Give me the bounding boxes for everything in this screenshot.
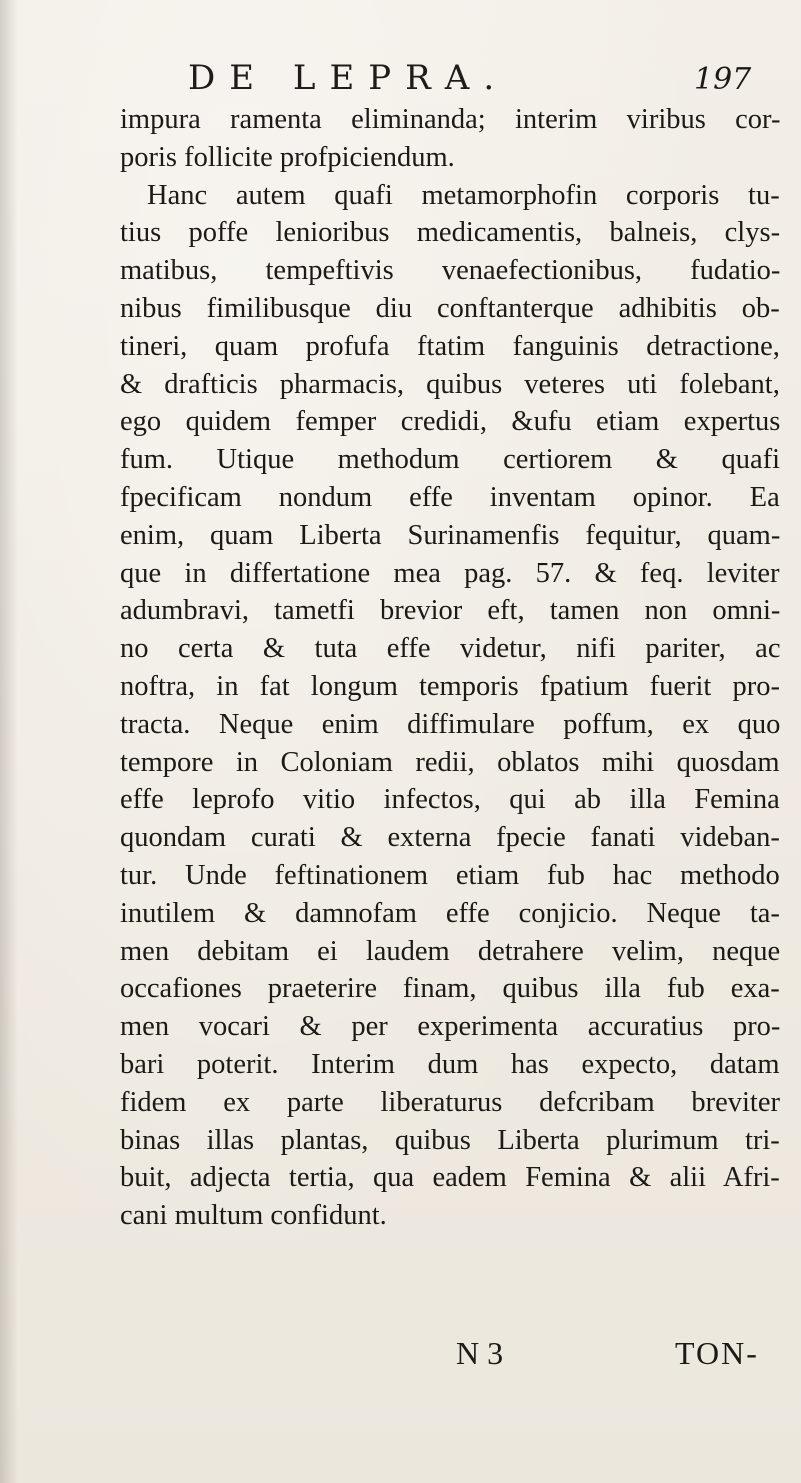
text-line: tur. Unde feftinationem etiam fub hac methodo (120, 860, 780, 891)
text-line: no certa & tuta effe videtur, nifi pariter, ac (120, 633, 781, 665)
text-line: effe leprofo vitio infectos, qui ab illa Femina (120, 784, 780, 816)
signature-mark: N 3 (456, 1335, 504, 1371)
text-line: inutilem & damnofam effe conjicio. Neque ta- (120, 897, 780, 929)
text-line: occafiones praeterire finam, quibus illa fub exa- (120, 973, 780, 1005)
text-line: matibus, tempeftivis venaefectionibus, fudatio- (120, 255, 781, 287)
text-line: ego quidem femper credidi, &ufu etiam expertus (120, 406, 781, 438)
text-line: cani multum confidunt. (120, 1200, 387, 1232)
text-line: men vocari & per experimenta accuratius pro- (120, 1011, 781, 1043)
text-line: bari poterit. Interim dum has expecto, datam (120, 1049, 780, 1080)
text-line: enim, quam Liberta Surinamenfis fequitur, quam- (120, 519, 781, 551)
binding-shadow (0, 0, 18, 1483)
text-line: Hanc autem quafi metamorphofin corporis tu- (147, 179, 780, 211)
catchword: TON- (675, 1335, 759, 1371)
text-line: fpecificam nondum effe inventam opinor. Ea (120, 482, 780, 513)
text-line: fidem ex parte liberaturus defcribam breviter (120, 1086, 780, 1118)
text-line: buit, adjecta tertia, qua eadem Femina & alii Afri- (120, 1162, 780, 1194)
running-head-title: DE LEPRA. (188, 58, 509, 98)
text-line: fum. Utique methodum certiorem & quafi (120, 444, 781, 476)
text-line: tempore in Coloniam redii, oblatos mihi quosdam (120, 746, 780, 778)
text-line: poris follicite profpiciendum. (120, 142, 455, 173)
text-line: quondam curati & externa fpecie fanati videban- (120, 822, 780, 854)
text-line: men debitam ei laudem detrahere velim, neque (120, 935, 781, 967)
text-line: & drafticis pharmacis, quibus veteres uti folebant, (120, 368, 780, 400)
text-line: tineri, quam profufa ftatim fanguinis detractione, (120, 330, 780, 362)
text-line: adumbravi, tametfi brevior eft, tamen non omni- (120, 595, 781, 627)
text-line: binas illas plantas, quibus Liberta plurimum tri- (120, 1124, 780, 1156)
text-line: tracta. Neque enim diffimulare poffum, ex quo (120, 708, 781, 740)
page-footer (0, 1335, 801, 1385)
running-head (0, 58, 801, 108)
text-line: tius poffe lenioribus medicamentis, balneis, clys- (120, 217, 781, 249)
text-line: nibus fimilibusque diu conftanterque adhibitis ob- (120, 293, 780, 324)
text-line: noftra, in fat longum temporis fpatium fuerit pro- (120, 671, 780, 702)
text-line: que in differtatione mea pag. 57. & feq. leviter (120, 557, 780, 589)
text-line: impura ramenta eliminanda; interim viribus cor- (120, 104, 781, 135)
page-number: 197 (694, 62, 752, 97)
